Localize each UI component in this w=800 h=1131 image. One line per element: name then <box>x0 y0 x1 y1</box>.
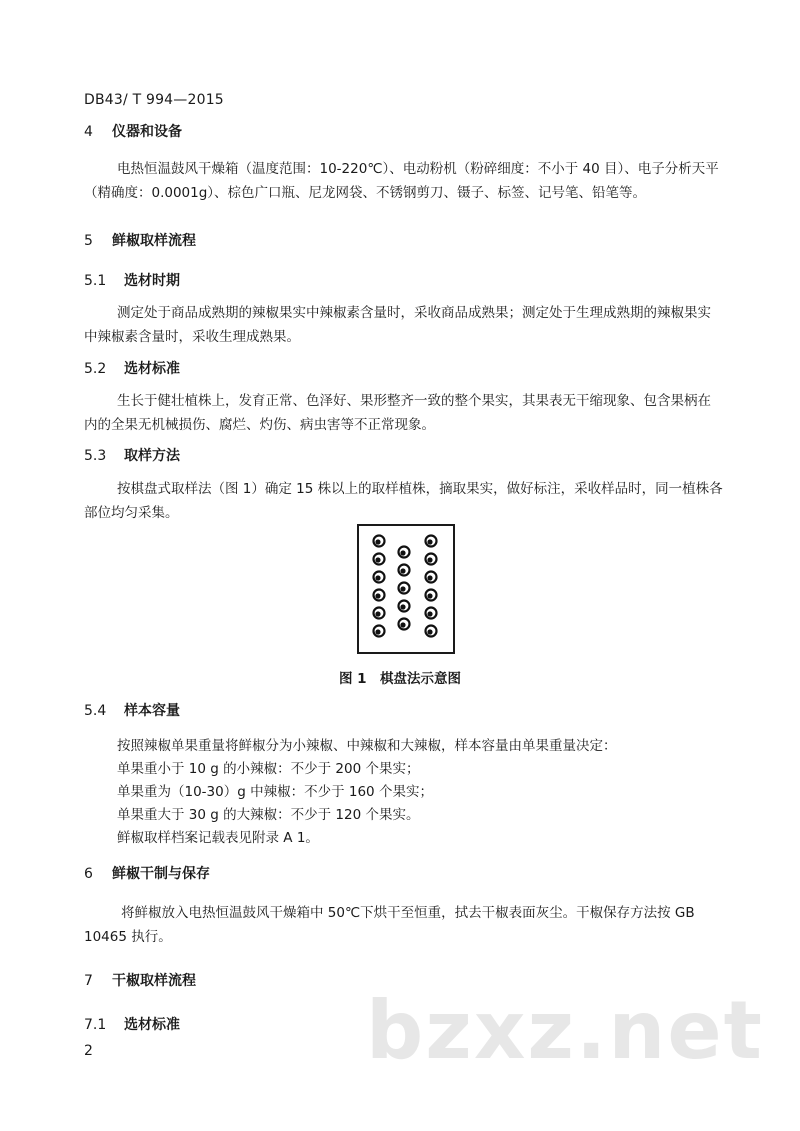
section-title: 选材标准 <box>124 1017 180 1033</box>
sample-size-line: 按照辣椒单果重量将鲜椒分为小辣椒、中辣椒和大辣椒，样本容量由单果重量决定： <box>117 738 617 754</box>
section-number: 5.3 <box>84 448 107 464</box>
section-number: 5.2 <box>84 361 107 377</box>
section-7-heading <box>84 970 196 990</box>
section-title: 取样方法 <box>124 448 180 464</box>
sampling-point <box>399 583 410 594</box>
section-5-4-heading <box>84 700 180 720</box>
sampling-point <box>374 536 385 547</box>
sampling-point <box>399 565 410 576</box>
section-4-heading <box>84 121 182 141</box>
section-6-paragraph: 将鲜椒放入电热恒温鼓风干燥箱中 50℃下烘干至恒重，拭去干椒表面灰尘。干椒保存方法按 GB 10465 执行。 <box>84 905 695 945</box>
sampling-point <box>426 608 437 619</box>
page-number: 2 <box>84 1043 93 1059</box>
section-title: 干椒取样流程 <box>112 973 196 989</box>
sampling-point <box>426 536 437 547</box>
section-title: 鲜椒干制与保存 <box>112 866 210 882</box>
figure-caption: 图 1 棋盘法示意图 <box>338 671 462 687</box>
sampling-point <box>374 554 385 565</box>
section-title: 鲜椒取样流程 <box>112 233 196 249</box>
sample-size-line: 单果重大于 30 g 的大辣椒：不少于 120 个果实。 <box>117 807 420 823</box>
sampling-point <box>426 590 437 601</box>
sampling-point <box>374 608 385 619</box>
section-5-3-paragraph: 按棋盘式取样法（图 1）确定 15 株以上的取样植株，摘取果实，做好标注，采收样品时，同一植株各部位均匀采集。 <box>84 481 723 521</box>
section-5-2-heading <box>84 358 180 378</box>
section-number: 4 <box>84 124 93 140</box>
section-number: 5.1 <box>84 273 107 289</box>
sampling-point <box>399 601 410 612</box>
sample-size-line: 单果重小于 10 g 的小辣椒：不少于 200 个果实； <box>117 761 420 777</box>
section-7-1-heading <box>84 1014 180 1034</box>
sampling-points-graphic <box>359 526 453 652</box>
section-number: 7 <box>84 973 93 989</box>
section-number: 7.1 <box>84 1017 107 1033</box>
section-5-3-heading <box>84 445 180 465</box>
section-5-2-paragraph: 生长于健壮植株上，发育正常、色泽好、果形整齐一致的整个果实，其果表无干缩现象、包含果柄在内的全果无机械损伤、腐烂、灼伤、病虫害等不正常现象。 <box>84 393 711 433</box>
watermark: bzxz.net <box>366 984 764 1077</box>
section-number: 5 <box>84 233 93 249</box>
chessboard-sampling-diagram <box>357 524 455 654</box>
sample-size-line: 单果重为（10-30）g 中辣椒：不少于 160 个果实； <box>117 784 433 800</box>
sampling-point <box>374 590 385 601</box>
sampling-point <box>399 547 410 558</box>
section-title: 选材标准 <box>124 361 180 377</box>
section-5-heading <box>84 230 196 250</box>
sample-size-line: 鲜椒取样档案记载表见附录 A 1。 <box>117 830 319 846</box>
section-6-heading <box>84 863 210 883</box>
section-title: 仪器和设备 <box>112 124 182 140</box>
section-number: 6 <box>84 866 93 882</box>
sampling-point <box>374 572 385 583</box>
sampling-point <box>426 554 437 565</box>
sampling-point <box>426 626 437 637</box>
section-5-1-paragraph: 测定处于商品成熟期的辣椒果实中辣椒素含量时，采收商品成熟果；测定处于生理成熟期的辣椒果实中辣椒素含量时，采收生理成熟果。 <box>84 305 711 345</box>
section-number: 5.4 <box>84 703 107 719</box>
section-title: 选材时期 <box>124 273 180 289</box>
document-code: DB43/ T 994—2015 <box>84 92 224 108</box>
sampling-point <box>374 626 385 637</box>
section-title: 样本容量 <box>124 703 180 719</box>
section-4-paragraph: 电热恒温鼓风干燥箱（温度范围：10-220℃）、电动粉机（粉碎细度：不小于 40 目）、电子分析天平（精确度：0.0001g）、棕色广口瓶、尼龙网袋、不锈钢剪刀、镊子、标签、记号笔、铅笔等。 <box>84 161 719 201</box>
sampling-point <box>399 619 410 630</box>
sampling-point <box>426 572 437 583</box>
section-5-1-heading <box>84 270 180 290</box>
